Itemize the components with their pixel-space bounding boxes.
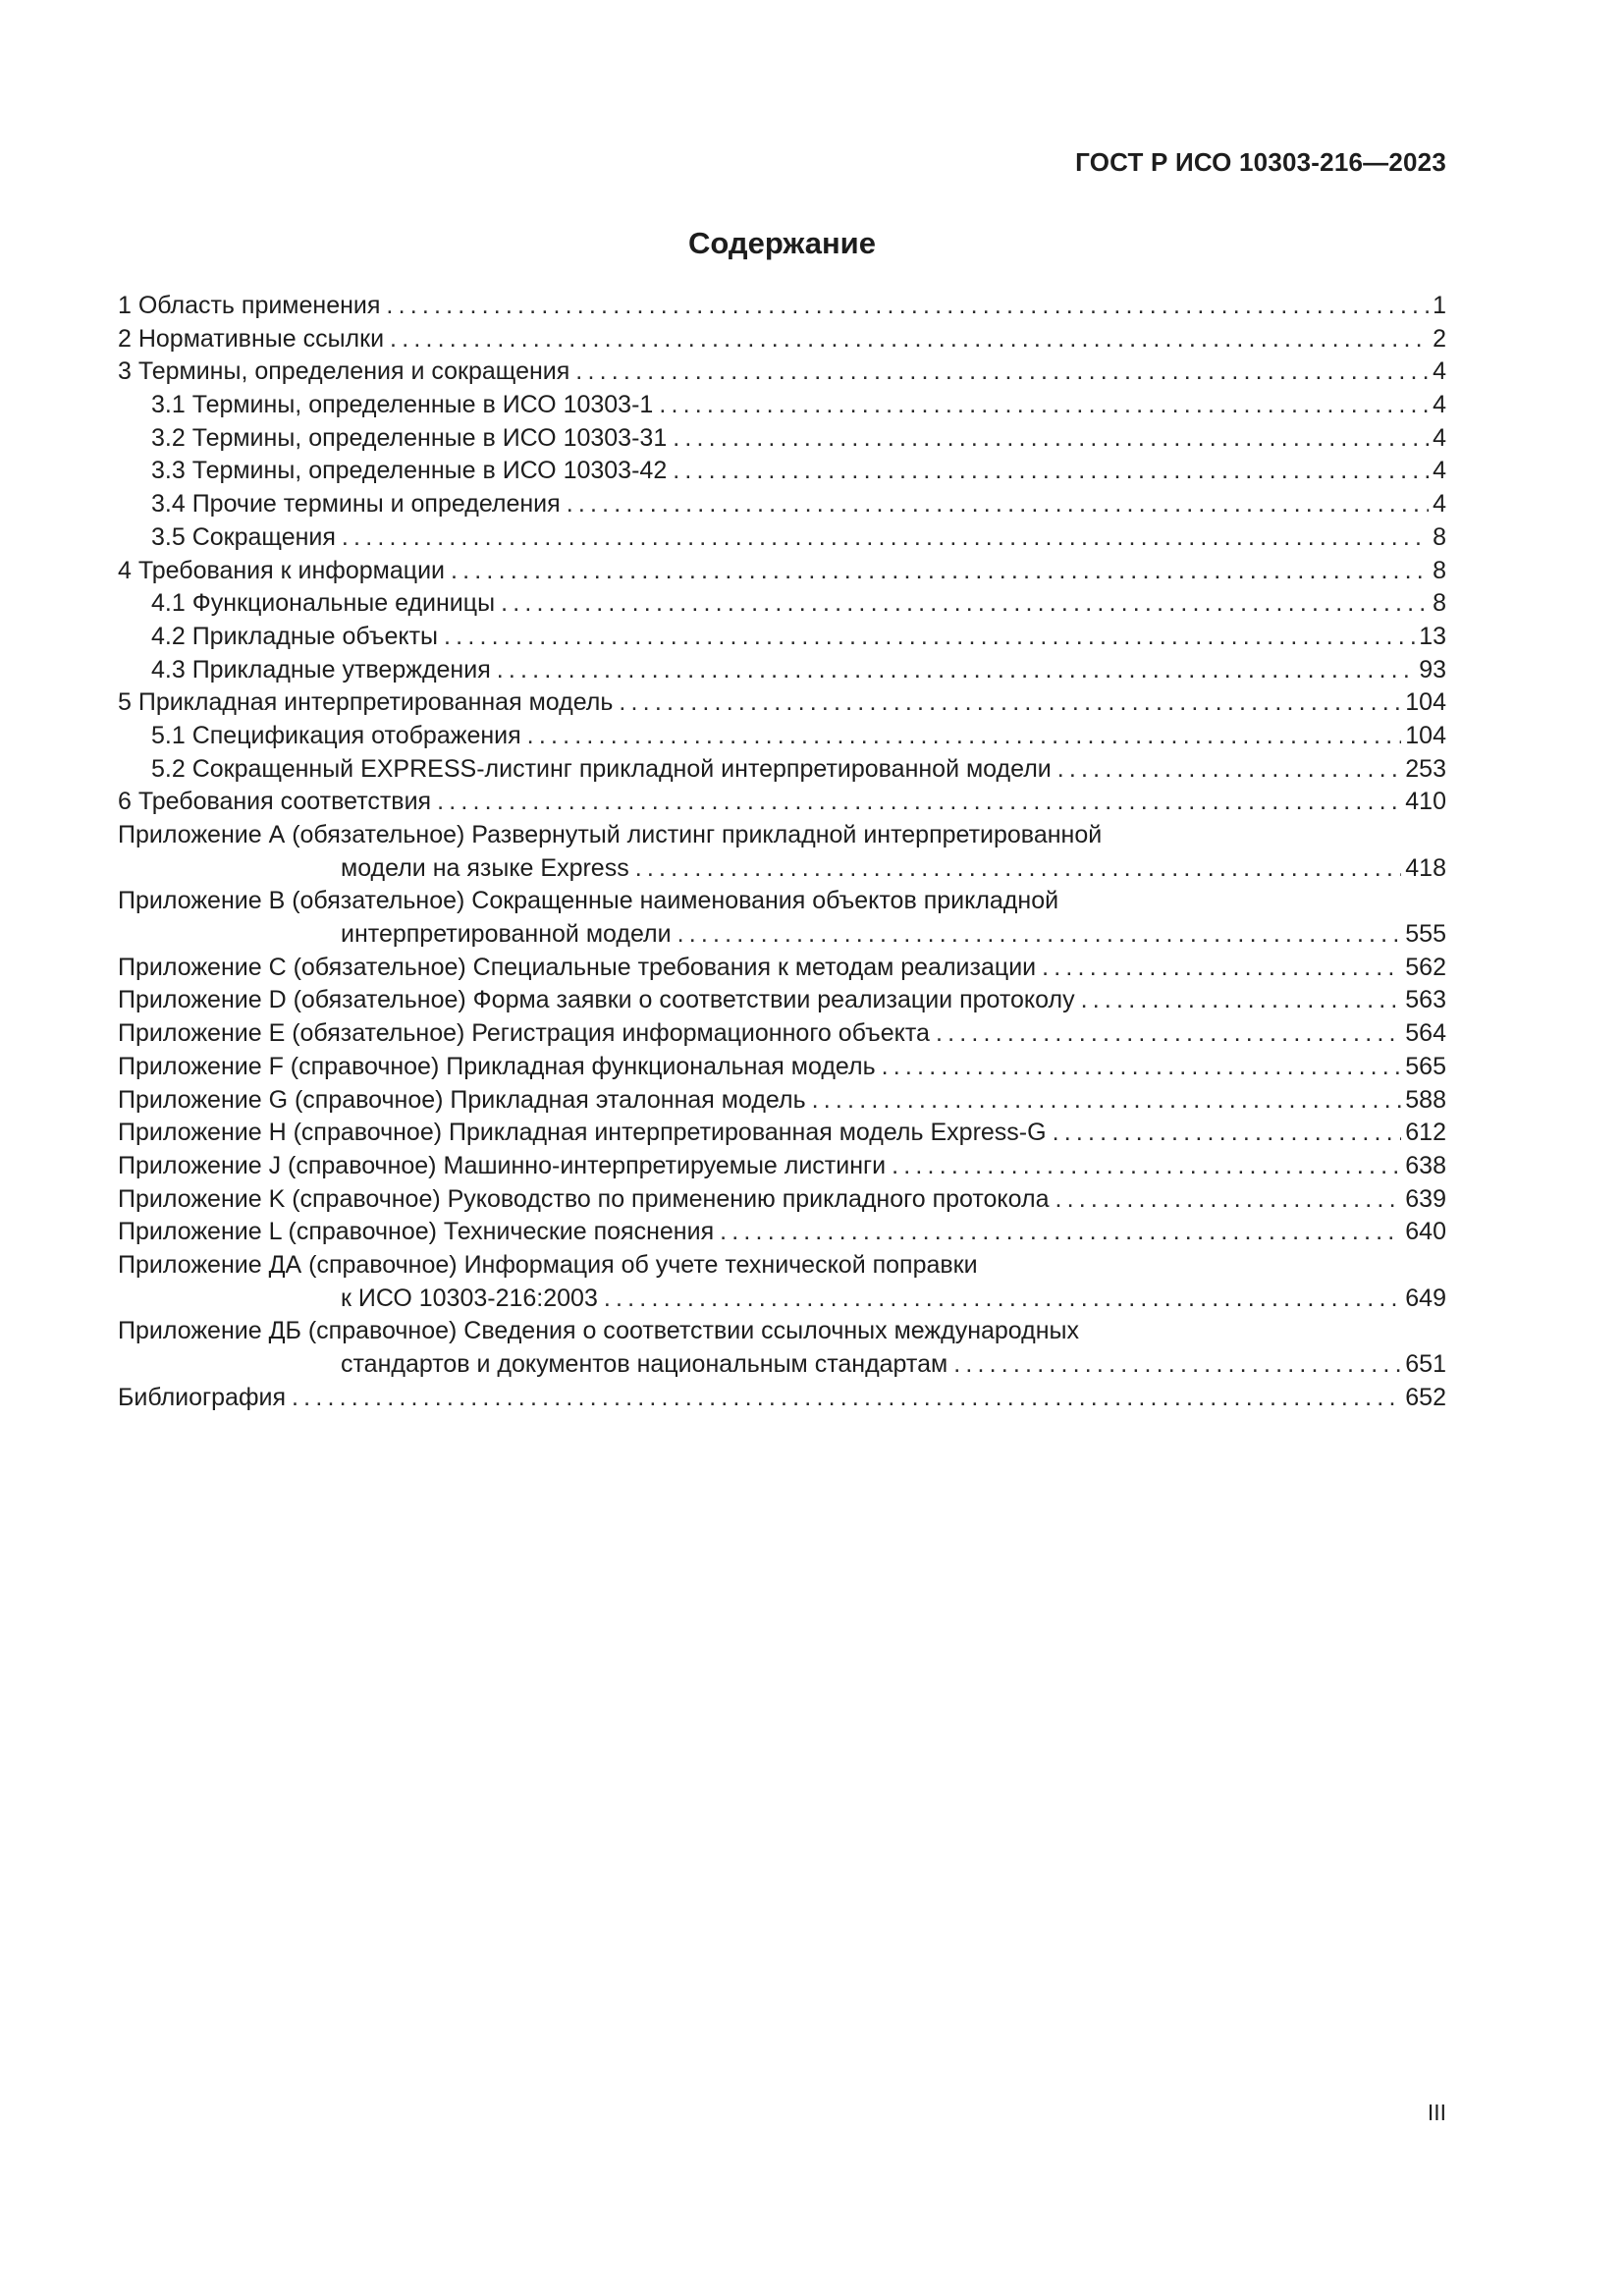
toc-entry-text: Приложение В (обязательное) Сокращенные наименования объектов прикладной (118, 887, 1059, 915)
toc-entry-text: 5 Прикладная интерпретированная модель (118, 688, 614, 717)
toc-entry-appendix-h[interactable] (118, 1117, 1446, 1150)
toc-entry-4-2[interactable] (118, 621, 1446, 654)
toc-entry-page: 93 (1419, 655, 1446, 683)
toc-entry-page: 4 (1433, 357, 1446, 386)
dot-leader (567, 488, 1429, 521)
toc-entry-text-cont: интерпретированной модели (341, 920, 672, 949)
dot-leader (882, 1051, 1402, 1084)
toc-entry-2[interactable] (118, 323, 1446, 356)
toc-entry-appendix-d[interactable] (118, 984, 1446, 1017)
toc-entry-6[interactable] (118, 786, 1446, 819)
toc-entry-text: Приложение G (справочное) Прикладная эталонная модель (118, 1085, 806, 1114)
page-title: Содержание (688, 226, 876, 260)
dot-leader (812, 1084, 1402, 1118)
toc-entry-3-4[interactable] (118, 488, 1446, 521)
toc-entry-bibliography[interactable] (118, 1382, 1446, 1415)
toc-entry-page: 652 (1405, 1383, 1446, 1411)
toc-entry-text: Приложение С (обязательное) Специальные требования к методам реализации (118, 953, 1037, 981)
toc-entry-page: 4 (1433, 391, 1446, 419)
dot-leader (604, 1283, 1401, 1316)
toc-entry-page: 1 (1433, 292, 1446, 319)
dot-leader (635, 852, 1402, 886)
dot-leader (1053, 1117, 1402, 1150)
toc-entry-3-1[interactable] (118, 389, 1446, 422)
toc-entry-3[interactable] (118, 355, 1446, 389)
toc-entry-appendix-a[interactable] (118, 819, 1446, 885)
toc-entry-text: Приложение Е (обязательное) Регистрация информационного объекта (118, 1019, 930, 1048)
toc-entry-3-5[interactable] (118, 521, 1446, 555)
toc-entry-text: Приложение J (справочное) Машинно-интерпретируемые листинги (118, 1151, 887, 1179)
dot-leader (619, 686, 1401, 720)
toc-entry-text: Библиография (118, 1383, 287, 1411)
toc-entry-appendix-c[interactable] (118, 952, 1446, 985)
toc-entry-text: 3.5 Сокращения (151, 522, 336, 551)
toc-entry-text: 2 Нормативные ссылки (118, 324, 385, 353)
dot-leader (720, 1216, 1401, 1249)
toc-entry-4[interactable] (118, 555, 1446, 588)
toc-entry-page: 410 (1405, 788, 1446, 816)
toc-entry-text: Приложение ДБ (справочное) Сведения о соответствии ссылочных международных (118, 1317, 1080, 1345)
toc-entry-text-cont: стандартов и документов национальным стандартам (341, 1350, 948, 1379)
toc-entry-appendix-da[interactable] (118, 1249, 1446, 1315)
toc-entry-appendix-j[interactable] (118, 1150, 1446, 1183)
toc-entry-text: 3.3 Термины, определенные в ИСО 10303-42 (151, 457, 668, 485)
toc-entry-page: 565 (1405, 1052, 1446, 1080)
toc-entry-text: 5.1 Спецификация отображения (151, 721, 521, 749)
toc-entry-page: 418 (1405, 853, 1446, 882)
toc-entry-text: 3.4 Прочие термины и определения (151, 490, 561, 519)
dot-leader (437, 786, 1401, 819)
toc-entry-appendix-e[interactable] (118, 1017, 1446, 1051)
dot-leader (451, 555, 1429, 588)
dot-leader (292, 1382, 1401, 1415)
toc-entry-text: Приложение K (справочное) Руководство по применению прикладного протокола (118, 1184, 1050, 1213)
dot-leader (936, 1017, 1401, 1051)
toc-entry-page: 4 (1433, 423, 1446, 452)
dot-leader (527, 720, 1402, 753)
toc-entry-page: 555 (1405, 920, 1446, 949)
dot-leader (659, 389, 1429, 422)
toc-entry-page: 564 (1405, 1019, 1446, 1048)
toc-entry-page: 13 (1419, 622, 1446, 650)
toc-entry-page: 8 (1433, 556, 1446, 584)
page-number: III (1427, 2100, 1446, 2125)
toc-entry-page: 8 (1433, 589, 1446, 618)
toc-entry-page: 651 (1405, 1350, 1446, 1379)
toc-entry-text: Приложение F (справочное) Прикладная функциональная модель (118, 1052, 876, 1080)
toc-entry-page: 8 (1433, 522, 1446, 551)
toc-entry-page: 649 (1405, 1284, 1446, 1312)
toc-entry-text: Приложение Н (справочное) Прикладная интерпретированная модель Express-G (118, 1119, 1047, 1147)
toc-entry-page: 4 (1433, 457, 1446, 485)
dot-leader (892, 1150, 1401, 1183)
toc-entry-appendix-l[interactable] (118, 1216, 1446, 1249)
toc-entry-appendix-b[interactable] (118, 885, 1446, 951)
toc-entry-page: 2 (1433, 324, 1446, 353)
toc-entry-text: 4 Требования к информации (118, 556, 445, 584)
toc-entry-page: 4 (1433, 490, 1446, 519)
dot-leader (1081, 984, 1402, 1017)
toc-entry-page: 104 (1405, 721, 1446, 749)
toc-entry-page: 104 (1405, 688, 1446, 717)
dot-leader (386, 290, 1429, 323)
toc-entry-page: 562 (1405, 953, 1446, 981)
toc-entry-appendix-db[interactable] (118, 1315, 1446, 1381)
toc-entry-5-2[interactable] (118, 753, 1446, 787)
dot-leader (673, 422, 1429, 456)
toc-entry-text: Приложение ДА (справочное) Информация об учете технической поправки (118, 1250, 978, 1279)
dot-leader (953, 1348, 1401, 1382)
toc-entry-page: 638 (1405, 1151, 1446, 1179)
dot-leader (673, 455, 1429, 488)
toc-entry-3-3[interactable] (118, 455, 1446, 488)
toc-entry-appendix-f[interactable] (118, 1051, 1446, 1084)
toc-entry-text: Приложение L (справочное) Технические пояснения (118, 1218, 715, 1246)
toc-entry-text: 4.1 Функциональные единицы (151, 589, 496, 618)
dot-leader (575, 355, 1429, 389)
dot-leader (1055, 1183, 1402, 1217)
toc-entry-page: 563 (1405, 986, 1446, 1014)
toc-entry-text: Приложение D (обязательное) Форма заявки о соответствии реализации протоколу (118, 986, 1075, 1014)
toc-entry-5[interactable] (118, 686, 1446, 720)
dot-leader (497, 654, 1415, 687)
toc-entry-text-cont: к ИСО 10303-216:2003 (341, 1284, 598, 1312)
toc-entry-page: 612 (1405, 1119, 1446, 1147)
toc-entry-text: 3.1 Термины, определенные в ИСО 10303-1 (151, 391, 654, 419)
toc-entry-5-1[interactable] (118, 720, 1446, 753)
toc-entry-text: 5.2 Сокращенный EXPRESS-листинг прикладной интерпретированной модели (151, 754, 1052, 783)
toc-entry-text: 4.2 Прикладные объекты (151, 622, 439, 650)
toc-entry-page: 640 (1405, 1218, 1446, 1246)
toc-entry-3-2[interactable] (118, 422, 1446, 456)
toc-entry-page: 639 (1405, 1184, 1446, 1213)
toc-entry-4-3[interactable] (118, 654, 1446, 687)
toc-entry-text: 3 Термины, определения и сокращения (118, 357, 570, 386)
toc-entry-text: 1 Область применения (118, 292, 381, 319)
toc-entry-appendix-g[interactable] (118, 1084, 1446, 1118)
toc-entry-text-cont: модели на языке Express (341, 853, 629, 882)
document-id: ГОСТ Р ИСО 10303-216—2023 (1075, 147, 1446, 177)
toc-entry-page: 588 (1405, 1085, 1446, 1114)
dot-leader (444, 621, 1415, 654)
toc-entry-4-1[interactable] (118, 587, 1446, 621)
toc-entry-text: 6 Требования соответствия (118, 788, 432, 816)
toc-entry-text: 3.2 Термины, определенные в ИСО 10303-31 (151, 423, 668, 452)
toc-entry-text: Приложение А (обязательное) Развернутый листинг прикладной интерпретированной (118, 821, 1103, 848)
dot-leader (501, 587, 1429, 621)
toc-entry-page: 253 (1405, 754, 1446, 783)
toc-entry-1[interactable] (118, 290, 1446, 323)
dot-leader (390, 323, 1429, 356)
dot-leader (677, 918, 1402, 952)
dot-leader (342, 521, 1429, 555)
table-of-contents (118, 290, 1446, 1414)
dot-leader (1042, 952, 1401, 985)
dot-leader (1057, 753, 1402, 787)
toc-entry-text: 4.3 Прикладные утверждения (151, 655, 491, 683)
toc-entry-appendix-k[interactable] (118, 1183, 1446, 1217)
